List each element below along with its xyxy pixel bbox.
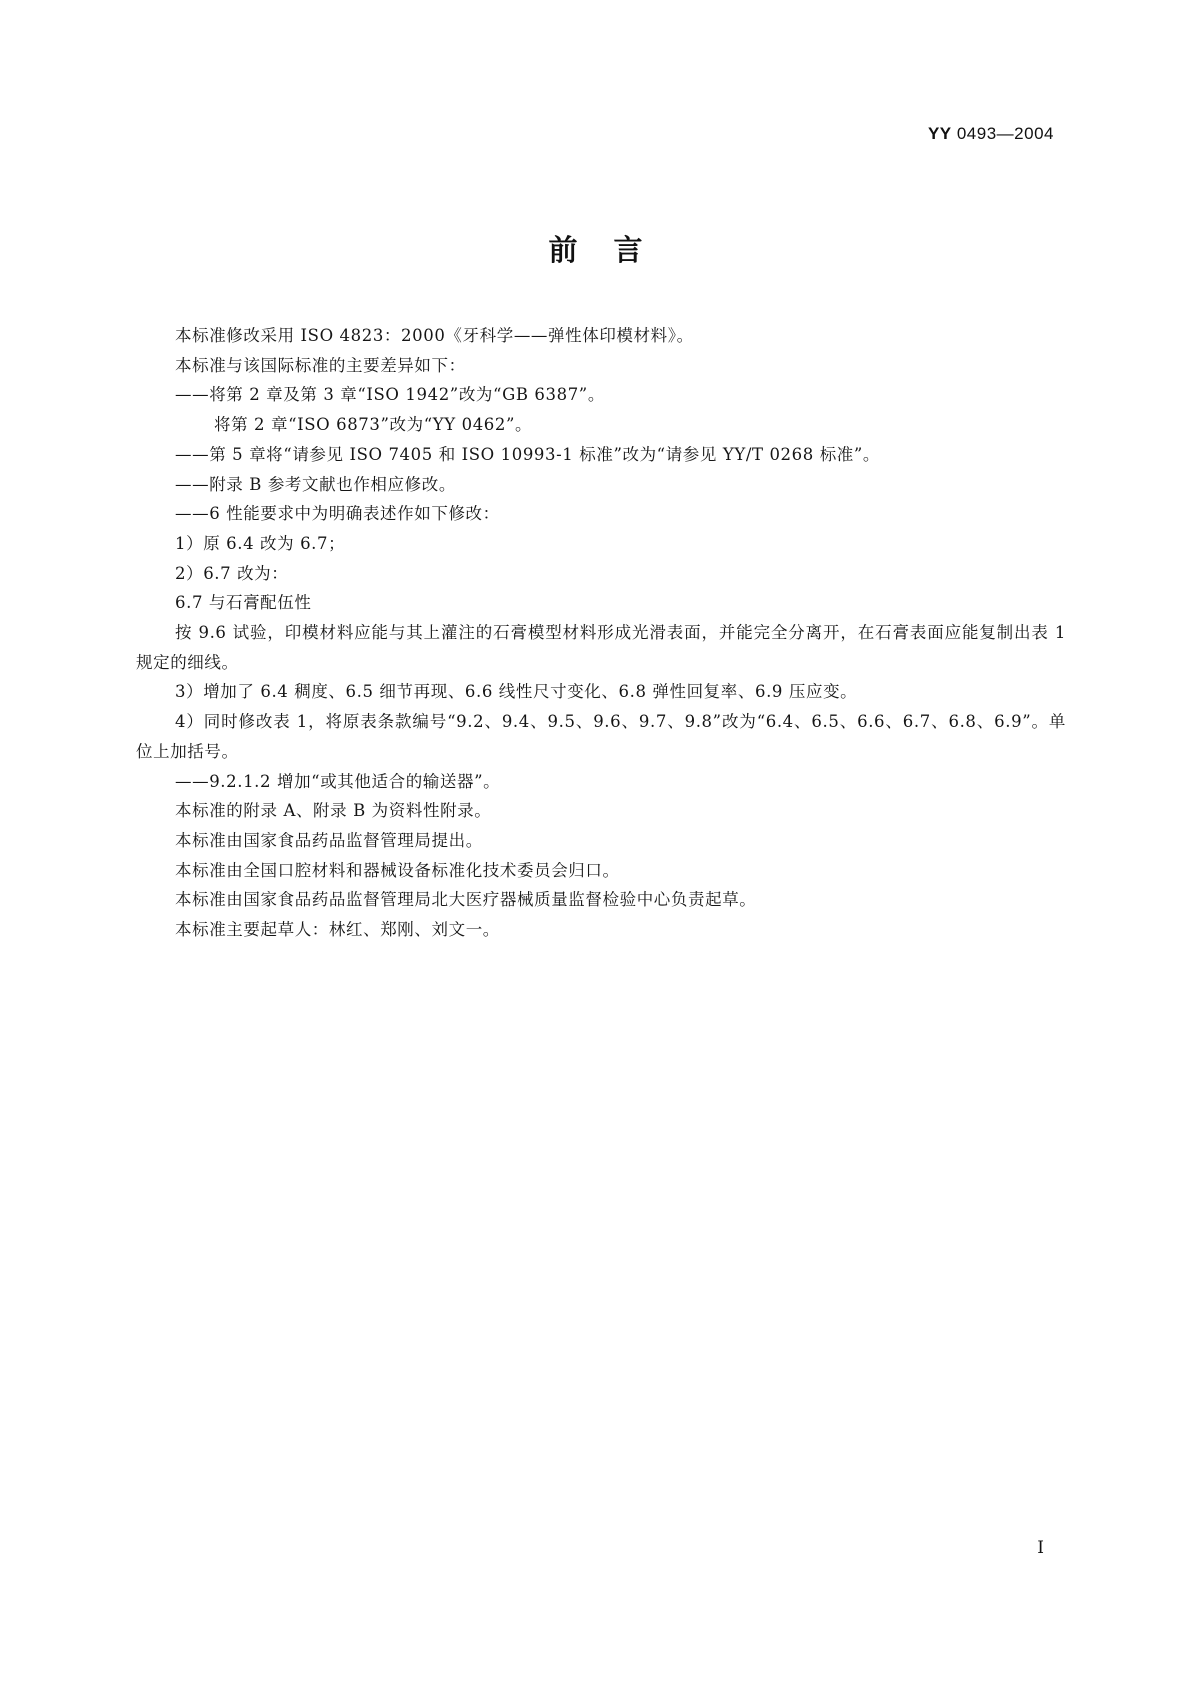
paragraph: 本标准修改采用 ISO 4823：2000《牙科学——弹性体印模材料》。 — [175, 326, 694, 345]
foreword-body — [136, 321, 1066, 945]
paragraph: 按 9.6 试验，印模材料应能与其上灌注的石膏模型材料形成光滑表面，并能完全分离开，在石膏表面应能复制出表 1 规定的细线。 — [136, 623, 1066, 672]
paragraph: 2）6.7 改为： — [175, 563, 289, 583]
page-number: I — [1037, 1538, 1044, 1558]
standard-code-prefix: YY — [927, 124, 952, 143]
paragraph: 将第 2 章“ISO 6873”改为“YY 0462”。 — [214, 415, 533, 435]
paragraph: ——将第 2 章及第 3 章“ISO 1942”改为“GB 6387”。 — [175, 385, 605, 405]
paragraph: 本标准由国家食品药品监督管理局提出。 — [175, 830, 483, 850]
paragraph: 本标准主要起草人：林红、郑刚、刘文一。 — [175, 920, 500, 940]
paragraph: 本标准由全国口腔材料和器械设备标准化技术委员会归口。 — [175, 860, 620, 880]
paragraph: ——9.2.1.2 增加“或其他适合的输送器”。 — [175, 771, 501, 791]
standard-code-number: 0493—2004 — [951, 124, 1054, 143]
standard-code — [928, 124, 1054, 144]
paragraph: 本标准的附录 A、附录 B 为资料性附录。 — [175, 801, 492, 821]
paragraph: 1）原 6.4 改为 6.7； — [175, 533, 346, 553]
paragraph: 3）增加了 6.4 稠度、6.5 细节再现、6.6 线性尺寸变化、6.8 弹性回复率、6.9 压应变。 — [175, 682, 858, 702]
paragraph: 4）同时修改表 1，将原表条款编号“9.2、9.4、9.5、9.6、9.7、9.8”改为“6.4、6.5、6.6、6.7、6.8、6.9”。单位上加括号。 — [136, 712, 1066, 761]
paragraph: ——附录 B 参考文献也作相应修改。 — [175, 474, 456, 494]
paragraph: ——6 性能要求中为明确表述作如下修改： — [175, 504, 500, 524]
paragraph: 6.7 与石膏配伍性 — [175, 593, 312, 613]
paragraph: 本标准由国家食品药品监督管理局北大医疗器械质量监督检验中心负责起草。 — [175, 890, 757, 910]
paragraph: 本标准与该国际标准的主要差异如下： — [175, 355, 466, 375]
paragraph: ——第 5 章将“请参见 ISO 7405 和 ISO 10993-1 标准”改为“请参见 YY/T 0268 标准”。 — [175, 444, 881, 464]
page-title: 前言 — [548, 233, 679, 267]
